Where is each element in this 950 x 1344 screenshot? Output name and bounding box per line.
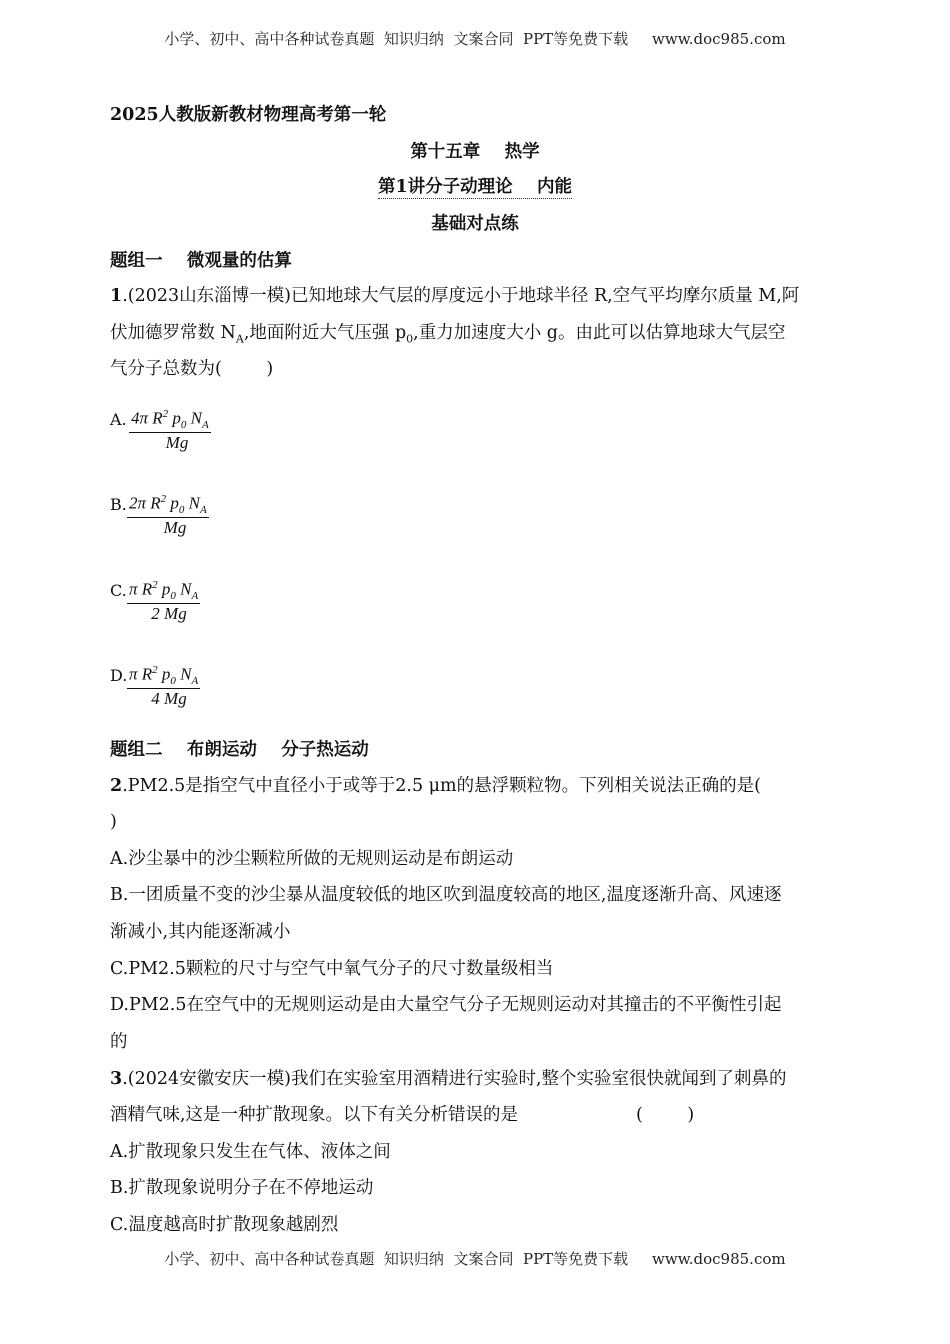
q3-line-1: 3.(2024安徽安庆一模)我们在实验室用酒精进行实验时,整个实验室很快就闻到了刺鼻的: [110, 1069, 787, 1089]
page-footer: 小学、初中、高中各种试卷真题 知识归纳 文案合同 PPT等免费下载 www.doc985.com: [164, 1250, 786, 1268]
group-heading-2: 题组二 布朗运动 分子热运动: [110, 740, 369, 760]
chapter-title: 第十五章 热学: [410, 142, 540, 162]
q3-option-a: A.扩散现象只发生在气体、液体之间: [110, 1142, 391, 1162]
section-title: 基础对点练: [431, 214, 519, 234]
fraction: $\frac{4\pi R^2 p_0 N_A}{Mg}$: [131, 408, 209, 452]
q3-answer-bracket: ( ): [636, 1105, 695, 1125]
q1-line-2: 伏加德罗常数 $N_A$,地面附近大气压强 $p_0$,重力加速度大小 g。由此可以估算地球大气层空: [110, 323, 786, 346]
q3-option-b: B.扩散现象说明分子在不停地运动: [110, 1178, 374, 1198]
q3-option-c: C.温度越高时扩散现象越剧烈: [110, 1215, 339, 1235]
fraction: $\frac{\pi R^2 p_0 N_A}{2 Mg}$: [129, 579, 199, 623]
q2-option-c: C.PM2.5颗粒的尺寸与空气中氧气分子的尺寸数量级相当: [110, 959, 554, 979]
q2-option-b-line-2: 渐减小,其内能逐渐减小: [110, 922, 291, 942]
document-title: 2025人教版新教材物理高考第一轮: [110, 105, 387, 125]
fraction: $\frac{2\pi R^2 p_0 N_A}{Mg}$: [129, 493, 207, 537]
q2-line-1: 2.PM2.5是指空气中直径小于或等于2.5 μm的悬浮颗粒物。下列相关说法正确的是(: [110, 776, 761, 796]
fraction: $\frac{\pi R^2 p_0 N_A}{4 Mg}$: [129, 664, 199, 708]
q2-option-d-line-2: 的: [110, 1032, 128, 1052]
q1-line-1: 1.(2023山东淄博一模)已知地球大气层的厚度远小于地球半径 R,空气平均摩尔质量 M,阿: [110, 286, 800, 306]
lesson-title: 第1讲分子动理论 内能: [377, 177, 573, 197]
q3-line-2: 酒精气味,这是一种扩散现象。以下有关分析错误的是: [110, 1105, 519, 1125]
q2-option-d-line-1: D.PM2.5在空气中的无规则运动是由大量空气分子无规则运动对其撞击的不平衡性引起: [110, 995, 782, 1015]
q2-option-a: A.沙尘暴中的沙尘颗粒所做的无规则运动是布朗运动: [110, 849, 514, 869]
page-header: 小学、初中、高中各种试卷真题 知识归纳 文案合同 PPT等免费下载 www.doc985.com: [164, 30, 786, 48]
q2-line-2: ): [110, 812, 117, 832]
q1-line-3: 气分子总数为( ): [110, 359, 274, 379]
q2-option-b-line-1: B.一团质量不变的沙尘暴从温度较低的地区吹到温度较高的地区,温度逐渐升高、风速逐: [110, 885, 782, 905]
group-heading-1: 题组一 微观量的估算: [110, 251, 292, 271]
